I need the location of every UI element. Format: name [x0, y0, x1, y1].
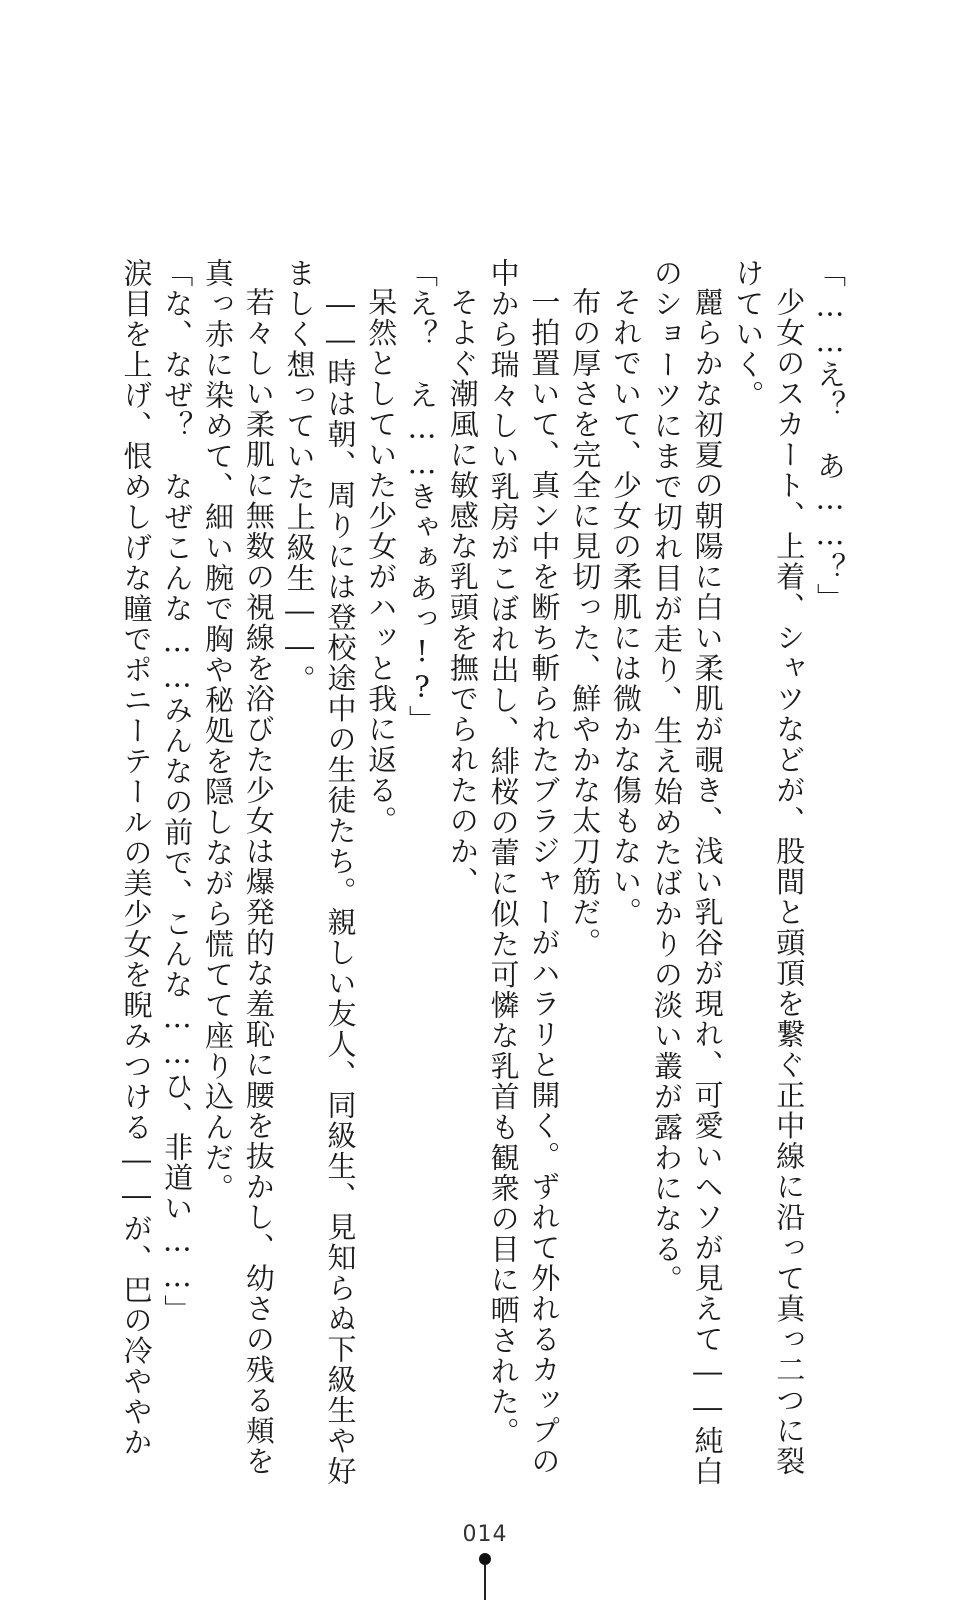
text-line: 麗らかな初夏の朝陽に白い柔肌が覗き、浅い乳谷が現れ、可愛いヘソが見えて――純白	[690, 287, 725, 1487]
page-number-stem-ornament	[484, 1564, 486, 1600]
page-number: 014	[462, 1522, 508, 1547]
text-line: それでいて、少女の柔肌には微かな傷もない。	[609, 287, 644, 928]
text-line: けていく。	[731, 258, 766, 411]
text-line: 呆然としていた少女がハッと我に返る。	[364, 287, 399, 836]
text-line: 「な、なぜ？ なぜこんな……みんなの前で、こんな……ひ、非道い……」	[160, 258, 195, 1325]
text-line: そよぐ潮風に敏感な乳頭を撫でられたのか、	[445, 287, 480, 897]
vertical-text-body	[116, 258, 850, 1487]
text-line: ましく想っていた上級生――。	[282, 258, 317, 695]
text-line: 一拍置いて、真ン中を断ち斬られたブラジャーがハラリと開く。ずれて外れるカップの	[527, 287, 562, 1477]
text-line: 涙目を上げ、恨めしげな瞳でポニーテールの美少女を睨みつける――が、巴の冷ややか	[119, 258, 154, 1458]
text-line: 布の厚さを完全に見切った、鮮やかな太刀筋だ。	[568, 287, 603, 958]
text-line: 「え？ え……きゃぁあっ!?」	[405, 258, 440, 736]
text-line: 若々しい柔肌に無数の視線を浴びた少女は爆発的な羞恥に腰を抜かし、幼さの残る頬を	[241, 287, 276, 1477]
text-line: 真っ赤に染めて、細い腕で胸や秘処を隠しながら慌てて座り込んだ。	[201, 258, 236, 1204]
text-line: 少女のスカート、上着、シャツなどが、股間と頭頂を繋ぐ正中線に沿って真っ二つに裂	[772, 287, 807, 1477]
text-line: 「……え？ あ……？」	[813, 258, 847, 614]
text-line: のショーツにまで切れ目が走り、生え始めたばかりの淡い叢が露わになる。	[649, 258, 684, 1295]
text-line: 中から瑞々しい乳房がこぼれ出し、緋桜の蕾に似た可憐な乳首も観衆の目に晒された。	[486, 258, 521, 1448]
text-line: ――時は朝、周りには登校途中の生徒たち。親しい友人、同級生、見知らぬ下級生や好	[323, 287, 358, 1487]
